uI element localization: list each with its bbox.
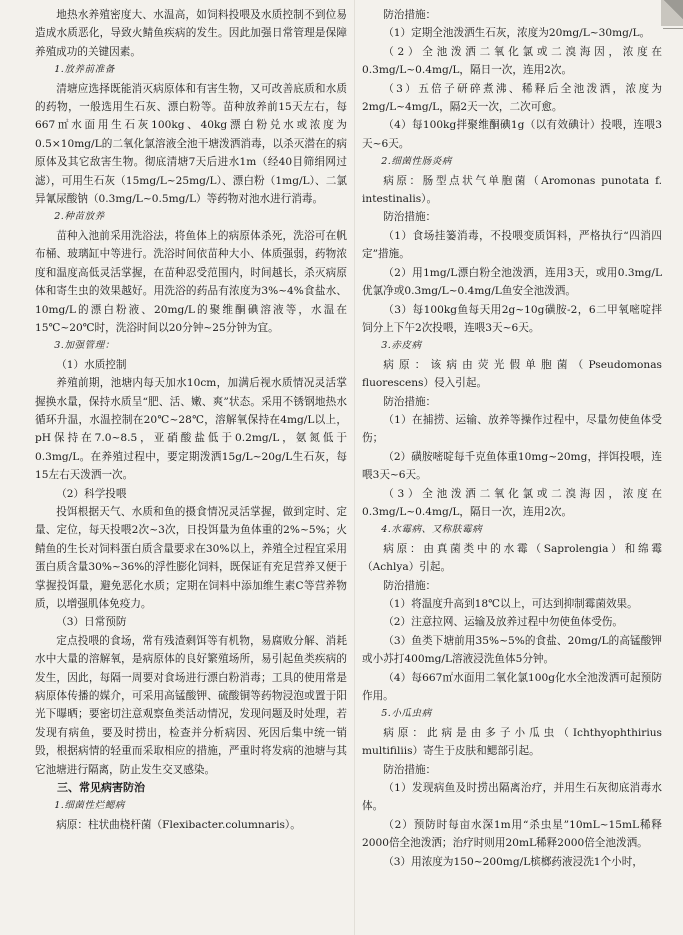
paragraph: （2）注意拉网、运输及放养过程中勿使鱼体受伤。 <box>383 616 623 629</box>
item-heading: （1）水质控制 <box>56 358 127 371</box>
paragraph: 病原：柱状曲桡杆菌（Flexibacter.columnaris）。 <box>56 818 301 831</box>
right-column <box>362 6 662 871</box>
paragraph: 防治措施： <box>383 579 437 592</box>
item-heading: （2）科学投喂 <box>56 487 127 500</box>
paragraph: （1）发现病鱼及时捞出隔离治疗，并用生石灰彻底消毒水体。 <box>362 782 662 813</box>
paragraph: （2）用1mg/L漂白粉全池泼洒，连用3天，或用0.3mg/L优氯净或0.3mg/L~0.4mg/L鱼安全池泼洒。 <box>362 266 662 298</box>
section-heading: 三、常见病害防治 <box>57 781 145 795</box>
subsection-heading: 2.种苗放养 <box>54 211 105 223</box>
paragraph: 防治措施： <box>383 763 437 776</box>
paragraph: （1）食场挂篓消毒，不投喂变质饵料，严格执行“四消四定”措施。 <box>362 229 662 261</box>
subsection-heading: 3.加强管理： <box>54 340 115 352</box>
paragraph: 地热水养殖密度大、水温高，如饲料投喂及水质控制不到位易造成水质恶化，导致火鲭鱼疾病的发生。因此加强日常管理是保障养殖成功的关键因素。 <box>35 9 347 58</box>
subsection-heading: 4.水霉病、又称肤霉病 <box>381 524 483 536</box>
paragraph: （3）用浓度为150~200mg/L槟榔药液浸洗1个小时， <box>383 855 643 868</box>
paragraph: （3）五倍子研碎煮沸、稀释后全池泼洒，浓度为2mg/L~4mg/L，隔2天一次，二次可愈。 <box>362 82 662 114</box>
paragraph: （2）全池泼洒二氧化氯或二溴海因，浓度在0.3mg/L~0.4mg/L，隔日一次，连用2次。 <box>362 45 662 77</box>
paragraph: 病原：此病是由多子小瓜虫（Ichthyophthirius multifiliis）寄生于皮肤和鳃部引起。 <box>362 726 662 758</box>
paragraph: 投饵根据天气、水质和鱼的摄食情况灵活掌握，做到定时、定量、定位，每天投喂2次~3次，日投饵量为鱼体重的2%~5%；火鲭鱼的生长对饲料蛋白质含量要求在30%以上，养殖全过程宜采用蛋白质含量30%~36%的浮性膨化饲料，既保证有充足营养又便于掌握投饵量，避免恶化水质；定期在饲料中添加维生素C等营养物质，以增强肌体免疫力。 <box>35 505 347 610</box>
paragraph: 病原：该病由荧光假单胞菌（Pseudomonas fluorescens）侵入引起。 <box>362 358 662 390</box>
paragraph: （1）将温度升高到18℃以上，可达到抑制霉菌效果。 <box>383 598 638 610</box>
paragraph: （4）每667㎡水面用二氧化氯100g化水全池泼洒可起预防作用。 <box>362 671 662 703</box>
left-column <box>35 6 347 834</box>
paragraph: （4）每100kg拌聚维酮碘1g（以有效碘计）投喂，连喂3天~6天。 <box>362 119 662 150</box>
paragraph: （3）每100kg鱼每天用2g~10g磺胺-2，6二甲氧嘧啶拌饲分上下午2次投喂，连喂3天~6天。 <box>362 303 662 334</box>
paragraph: （1）在捕捞、运输、放养等操作过程中，尽量勿使鱼体受伤； <box>362 413 662 445</box>
paragraph: 防治措施： <box>383 9 437 21</box>
paragraph: 养殖前期，池塘内每天加水10cm，加满后视水质情况灵活掌握换水量，保持水质呈“肥、活、嫩、爽”状态。采用不锈钢地热水循环升温，水温控制在20℃~28℃，溶解氧保持在4mg/L以上，pH保持在7.0~8.5，亚硝酸盐低于0.2mg/L，氨氮低于0.3mg/L。在养殖过程中，要定期泼洒15g/L~20g/L生石灰，每15左右天泼洒一次。 <box>35 377 347 482</box>
paragraph: （3）鱼类下塘前用35%~5%的食盐、20mg/L的高锰酸钾或小苏打400mg/L溶液浸洗鱼体5分钟。 <box>362 634 662 666</box>
paragraph: 防治措施： <box>383 211 437 224</box>
paragraph: 清塘应选择既能消灭病原体和有害生物，又可改善底质和水质的药物，一般选用生石灰、漂白粉等。苗种放养前15天左右，每667㎡水面用生石灰100kg、40kg漂白粉兑水或浓度为0.5×10mg/L的二氧化氯溶液全池干塘泼洒消毒，以杀灭潜在的病原体及其它敌害生物。彻底清塘7天后进水1m（经40目筛绢网过滤），可用生石灰（15mg/L~25mg/L）、漂白粉（1mg/L）、二氯异氰尿酸钠（0.3mg/L~0.5mg/L）等药物对池水进行消毒。 <box>35 82 347 206</box>
subsection-heading: 5.小瓜虫病 <box>381 708 432 720</box>
paragraph: （1）定期全池泼洒生石灰，浓度为20mg/L~30mg/L。 <box>383 27 651 40</box>
subsection-heading: 1.放养前准备 <box>54 64 115 76</box>
paragraph: （3）全池泼洒二氧化氯或二溴海因，浓度在0.3mg/L~0.4mg/L，隔日一次，连用2次。 <box>362 487 662 518</box>
paragraph: （2）预防时每亩水深1m用“杀虫星”10mL~15mL稀释2000倍全池泼洒；治疗时则用20mL稀释2000倍全池泼洒。 <box>362 818 662 850</box>
paragraph: 苗种入池前采用洗浴法，将鱼体上的病原体杀死，洗浴可在帆布桶、玻璃缸中等进行。洗浴时间依苗种大小、体质强弱，药物浓度和温度高低灵活掌握，在苗种忍受范围内，时间越长，杀灭病原体和寄生虫的效果越好。用洗浴的药品有浓度为3%~4%食盐水、10mg/L的漂白粉液、20mg/L的聚维酮碘溶液等，水温在15℃~20℃时，洗浴时间以20分钟~25分钟为宜。 <box>35 229 347 334</box>
column-gutter <box>354 0 355 935</box>
item-heading: （3）日常预防 <box>56 616 127 629</box>
paragraph: 病原：由真菌类中的水霉（Saprolengia）和绵霉（Achlya）引起。 <box>362 542 662 574</box>
paragraph: （2）磺胺嘧啶每千克鱼体重10mg~20mg，拌饵投喂，连喂3天~6天。 <box>362 450 662 482</box>
subsection-heading: 2.细菌性肠炎病 <box>381 156 452 168</box>
subsection-heading: 1.细菌性烂鳃病 <box>54 800 125 812</box>
page-corner-mark <box>661 0 683 26</box>
paragraph: 定点投喂的食场，常有残渣剩饵等有机物，易腐败分解、消耗水中大量的溶解氧，是病原体的良好繁殖场所，易引起鱼类疾病的发生，因此，每隔一周要对食场进行漂白粉消毒；工具的使用常是病原体传播的媒介，可采用高锰酸钾、硫酸铜等药物浸泡或置于阳光下曝晒；要密切注意观察鱼类活动情况，发现问题及时处理，若发现有病鱼，要及时捞出，检查并分析病因、死因后集中统一销毁，根据病情的轻重而采取相应的措施，严重时将发病的池塘与其它池塘进行隔离，防止发生交叉感染。 <box>35 634 347 776</box>
page-corner-line <box>663 28 683 29</box>
paragraph: 病原：肠型点状气单胞菌（Aromonas punotata f. intestinalis）。 <box>362 174 662 206</box>
paragraph: 防治措施： <box>383 395 437 408</box>
subsection-heading: 3.赤皮病 <box>381 340 422 352</box>
